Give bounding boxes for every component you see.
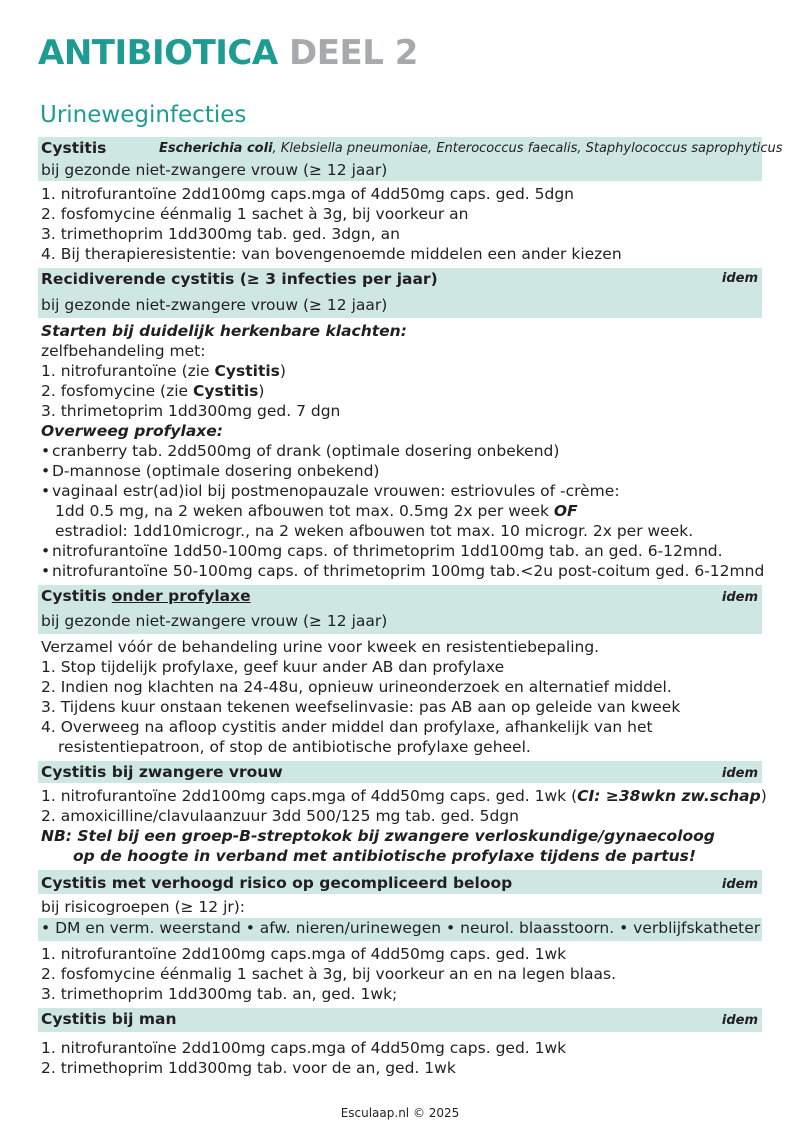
prophylaxis-heading: Overweeg profylaxe: bbox=[41, 422, 223, 440]
idem-label: idem bbox=[721, 766, 758, 781]
start-heading: Starten bij duidelijk herkenbare klachten: bbox=[41, 322, 407, 340]
list-item: 3. Tijdens kuur onstaan tekenen weefselinvasie: pas AB aan op geleide van kweek bbox=[41, 698, 681, 716]
bullet-subitem: 1dd 0.5 mg, na 2 weken afbouwen tot max. 0.5mg 2x per week OF bbox=[55, 502, 578, 520]
verhoogd-risico-subtitle bbox=[38, 894, 762, 918]
cystitis-header bbox=[38, 137, 783, 181]
risk-groups-list: • DM en verm. weerstand • afw. nieren/urinewegen • neurol. blaasstoorn. • verblijfskatheter bbox=[41, 919, 761, 937]
list-item: 1. nitrofurantoïne 2dd100mg caps.mga of 4dd50mg caps. ged. 1wk (CI: ≥38wkn zw.schap) bbox=[41, 787, 767, 805]
man-title: Cystitis bij man bbox=[41, 1010, 177, 1028]
man-header bbox=[38, 1008, 762, 1032]
list-item: 3. trimethoprim 1dd300mg tab. ged. 3dgn, an bbox=[41, 225, 400, 243]
nb-note: NB: Stel bij een groep-B-streptokok bij zwangere verloskundige/gynaecoloog bbox=[41, 827, 715, 845]
section-title: Urineweginfecties bbox=[40, 102, 247, 128]
onder-profylaxe-body bbox=[38, 634, 762, 761]
man-body bbox=[38, 1032, 762, 1082]
onder-profylaxe-title: Cystitis onder profylaxe bbox=[41, 587, 251, 605]
onder-profylaxe-subtitle: bij gezonde niet-zwangere vrouw (≥ 12 jaar) bbox=[41, 612, 388, 630]
idem-label: idem bbox=[721, 271, 758, 286]
bullet-item: • D-mannose (optimale dosering onbekend) bbox=[41, 461, 762, 481]
list-item: 1. nitrofurantoïne 2dd100mg caps.mga of 4dd50mg caps. ged. 5dgn bbox=[41, 185, 574, 203]
list-item: 2. fosfomycine (zie Cystitis) bbox=[41, 382, 265, 400]
title-part-2: DEEL 2 bbox=[289, 33, 418, 73]
recidiverende-subtitle: bij gezonde niet-zwangere vrouw (≥ 12 jaar) bbox=[41, 296, 388, 314]
bullet-item: • cranberry tab. 2dd500mg of drank (optimale dosering onbekend) bbox=[41, 441, 762, 461]
list-item: 1. nitrofurantoïne 2dd100mg caps.mga of 4dd50mg caps. ged. 1wk bbox=[41, 945, 567, 963]
list-item: 3. thrimetoprim 1dd300mg ged. 7 dgn bbox=[41, 402, 341, 420]
footer: Esculaap.nl © 2025 bbox=[340, 1106, 460, 1120]
cystitis-subtitle: bij gezonde niet-zwangere vrouw (≥ 12 jaar) bbox=[41, 161, 388, 179]
risk-groups-label: bij risicogroepen (≥ 12 jr): bbox=[41, 898, 246, 916]
organism-rest: , Klebsiella pneumoniae, Enterococcus faecalis, Staphylococcus saprophyticus bbox=[272, 141, 783, 156]
cystitis-organisms bbox=[159, 140, 783, 158]
list-item: 1. nitrofurantoïne 2dd100mg caps.mga of 4dd50mg caps. ged. 1wk bbox=[41, 1039, 567, 1057]
list-item: 1. Stop tijdelijk profylaxe, geef kuur ander AB dan profylaxe bbox=[41, 658, 505, 676]
idem-label: idem bbox=[721, 877, 758, 892]
list-item: 2. Indien nog klachten na 24-48u, opnieuw urineonderzoek en alternatief middel. bbox=[41, 678, 672, 696]
nb-note-continued: op de hoogte in verband met antibiotische profylaxe tijdens de partus! bbox=[73, 847, 696, 865]
list-item: 4. Overweeg na afloop cystitis ander middel dan profylaxe, afhankelijk van het bbox=[41, 718, 653, 736]
list-item: 2. fosfomycine éénmalig 1 sachet à 3g, bij voorkeur an bbox=[41, 205, 469, 223]
idem-label: idem bbox=[721, 590, 758, 605]
bullet-item: • nitrofurantoïne 50-100mg caps. of thrimetoprim 100mg tab.<2u post-coitum ged. 6-12mnd bbox=[41, 561, 762, 581]
list-item: Verzamel vóór de behandeling urine voor kweek en resistentiebepaling. bbox=[41, 638, 600, 656]
recidiverende-title: Recidiverende cystitis (≥ 3 infecties per jaar) bbox=[41, 270, 438, 288]
list-item: 3. trimethoprim 1dd300mg tab. an, ged. 1wk; bbox=[41, 985, 398, 1003]
verhoogd-risico-title: Cystitis met verhoogd risico op gecompliceerd beloop bbox=[41, 874, 513, 892]
verhoogd-risico-body bbox=[38, 941, 762, 1008]
list-item: 1. nitrofurantoïne (zie Cystitis) bbox=[41, 362, 286, 380]
bullet-subitem: estradiol: 1dd10microgr., na 2 weken afbouwen tot max. 10 microgr. 2x per week. bbox=[55, 522, 694, 540]
zwangere-title: Cystitis bij zwangere vrouw bbox=[41, 763, 283, 781]
organism-e-coli: Escherichia coli bbox=[159, 141, 273, 156]
risk-groups-bar bbox=[38, 918, 762, 941]
verhoogd-risico-header bbox=[38, 870, 762, 894]
bullet-item: • vaginaal estr(ad)iol bij postmenopauzale vrouwen: estriovules of -crème: bbox=[41, 481, 762, 501]
bullet-item: • nitrofurantoïne 1dd50-100mg caps. of thrimetoprim 1dd100mg tab. an ged. 6-12mnd. bbox=[41, 541, 762, 561]
cystitis-title: Cystitis bbox=[41, 139, 107, 157]
list-item: 2. fosfomycine éénmalig 1 sachet à 3g, bij voorkeur an en na legen blaas. bbox=[41, 965, 617, 983]
list-item-continued: resistentiepatroon, of stop de antibiotische profylaxe geheel. bbox=[58, 738, 531, 756]
idem-label: idem bbox=[721, 1013, 758, 1028]
list-item: 2. trimethoprim 1dd300mg tab. voor de an, ged. 1wk bbox=[41, 1059, 456, 1077]
recidiverende-body bbox=[38, 318, 765, 585]
recidiverende-header bbox=[38, 268, 762, 318]
title-part-1: ANTIBIOTICA bbox=[38, 33, 278, 73]
zwangere-header bbox=[38, 761, 762, 783]
list-item: zelfbehandeling met: bbox=[41, 342, 206, 360]
list-item: 2. amoxicilline/clavulaanzuur 3dd 500/125 mg tab. ged. 5dgn bbox=[41, 807, 520, 825]
zwangere-body bbox=[38, 783, 767, 870]
page-title bbox=[38, 30, 418, 76]
cystitis-body bbox=[38, 181, 762, 268]
list-item: 4. Bij therapieresistentie: van bovengenoemde middelen een ander kiezen bbox=[41, 245, 622, 263]
onder-profylaxe-header bbox=[38, 585, 762, 634]
content bbox=[38, 137, 783, 1082]
